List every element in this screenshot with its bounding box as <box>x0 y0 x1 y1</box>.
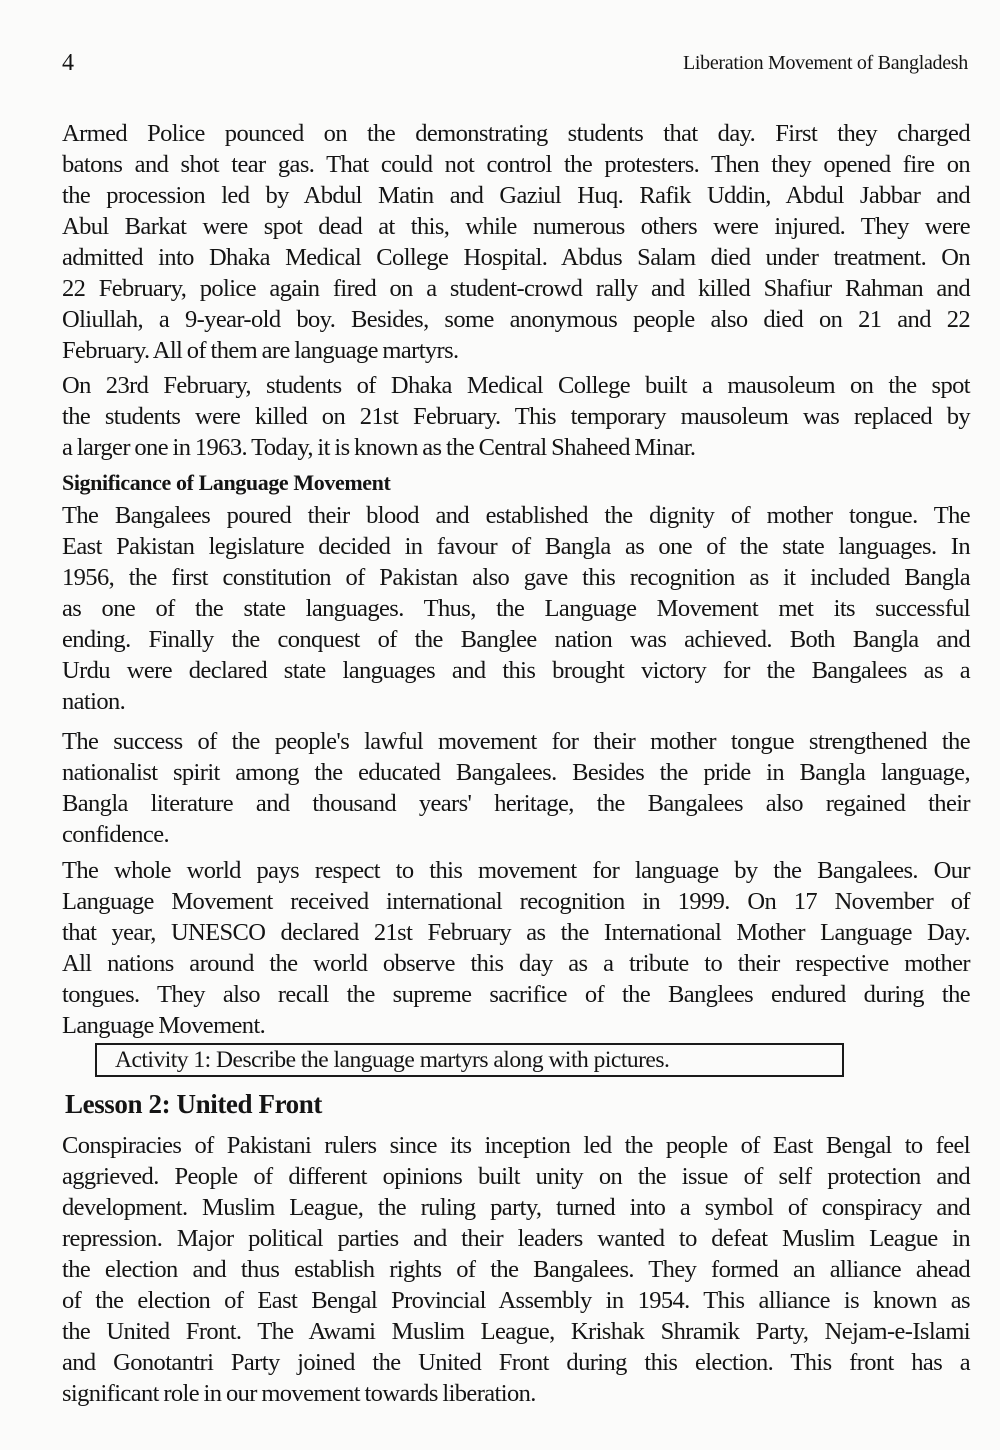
text-line: East Pakistan legislature decided in favour of Bangla as one of the state languages. In <box>62 533 970 560</box>
text-line: The whole world pays respect to this movement for language by the Bangalees. Our <box>62 857 970 884</box>
text-line: ending. Finally the conquest of the Banglee nation was achieved. Both Bangla and <box>62 626 970 653</box>
text-line: the United Front. The Awami Muslim League, Krishak Shramik Party, Nejam-e-Islami <box>62 1318 970 1345</box>
lesson-heading: Lesson 2: United Front <box>65 1089 322 1119</box>
text-line: batons and shot tear gas. That could not control the protesters. Then they opened fire on <box>62 151 970 178</box>
text-line: The Bangalees poured their blood and established the dignity of mother tongue. The <box>62 502 970 529</box>
text-line: and Gonotantri Party joined the United Front during this election. This front has a <box>62 1349 970 1376</box>
text-line: aggrieved. People of different opinions built unity on the issue of self protection and <box>62 1163 970 1190</box>
text-line: Urdu were declared state languages and this brought victory for the Bangalees as a <box>62 657 970 684</box>
text-line: Language Movement. <box>62 1012 266 1039</box>
paragraph-world-respect <box>62 855 970 1041</box>
text-line: Language Movement received international recognition in 1999. On 17 November of <box>62 888 970 915</box>
running-title: Liberation Movement of Bangladesh <box>682 52 968 74</box>
paragraph-success <box>62 726 970 850</box>
text-line: tongues. They also recall the supreme sacrifice of the Banglees endured during the <box>62 981 970 1008</box>
text-line: Bangla literature and thousand years' heritage, the Bangalees also regained their <box>62 790 970 817</box>
activity-text: Activity 1: Describe the language martyrs along with pictures. <box>115 1047 670 1073</box>
text-line: On 23rd February, students of Dhaka Medical College built a mausoleum on the spot <box>62 372 970 399</box>
text-line: the procession led by Abdul Matin and Gaziul Huq. Rafik Uddin, Abdul Jabbar and <box>62 182 970 209</box>
page-number: 4 <box>62 50 74 76</box>
text-line: February. All of them are language martyrs. <box>62 337 459 364</box>
text-line: confidence. <box>62 821 169 848</box>
text-line: All nations around the world observe this day as a tribute to their respective mother <box>62 950 970 977</box>
paragraph-united-front <box>62 1130 970 1409</box>
text-line: a larger one in 1963. Today, it is known as the Central Shaheed Minar. <box>62 434 696 461</box>
text-line: The success of the people's lawful movement for their mother tongue strengthened the <box>62 728 970 755</box>
paragraph-police-firing <box>62 118 970 366</box>
text-line: Oliullah, a 9-year-old boy. Besides, some anonymous people also died on 21 and 22 <box>62 306 970 333</box>
text-line: of the election of East Bengal Provincial Assembly in 1954. This alliance is known as <box>62 1287 970 1314</box>
text-line: nationalist spirit among the educated Bangalees. Besides the pride in Bangla language, <box>62 759 970 786</box>
text-line: development. Muslim League, the ruling party, turned into a symbol of conspiracy and <box>62 1194 970 1221</box>
text-line: as one of the state languages. Thus, the Language Movement met its successful <box>62 595 970 622</box>
paragraph-significance <box>62 500 970 717</box>
page-header <box>62 50 968 80</box>
text-line: significant role in our movement towards liberation. <box>62 1380 536 1407</box>
text-line: Conspiracies of Pakistani rulers since its inception led the people of East Bengal to feel <box>62 1132 970 1159</box>
text-line: that year, UNESCO declared 21st February as the International Mother Language Day. <box>62 919 970 946</box>
text-line: the students were killed on 21st February. This temporary mausoleum was replaced by <box>62 403 970 430</box>
section-heading: Significance of Language Movement <box>62 470 391 495</box>
text-line: the election and thus establish rights of the Bangalees. They formed an alliance ahead <box>62 1256 970 1283</box>
text-line: Armed Police pounced on the demonstrating students that day. First they charged <box>62 120 970 147</box>
text-line: 1956, the first constitution of Pakistan also gave this recognition as it included Bangla <box>62 564 970 591</box>
text-line: repression. Major political parties and their leaders wanted to defeat Muslim League in <box>62 1225 970 1252</box>
paragraph-shaheed-minar <box>62 370 970 463</box>
activity-box <box>95 1043 844 1077</box>
text-line: nation. <box>62 688 126 715</box>
text-line: admitted into Dhaka Medical College Hospital. Abdus Salam died under treatment. On <box>62 244 970 271</box>
text-line: Abul Barkat were spot dead at this, while numerous others were injured. They were <box>62 213 970 240</box>
text-line: 22 February, police again fired on a student-crowd rally and killed Shafiur Rahman and <box>62 275 970 302</box>
